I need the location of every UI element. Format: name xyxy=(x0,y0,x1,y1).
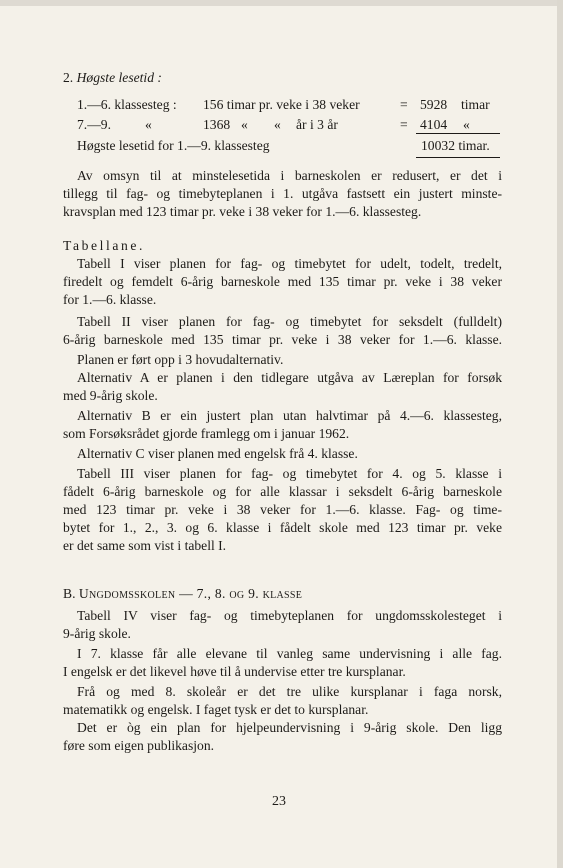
paragraph-planen: Planen er ført opp i 3 hovudalternativ. xyxy=(77,352,284,367)
section-title: Ungdomsskolen — 7., 8. og 9. klasse xyxy=(78,586,303,601)
equals-sign: = xyxy=(400,97,408,112)
section-title: Høgste lesetid : xyxy=(76,70,162,85)
text-line: med 123 timar pr. veke i 38 veker for 1.—6. klasse. Fag- og time- xyxy=(63,502,502,517)
sum-rule xyxy=(416,133,500,134)
row-description: år i 3 år xyxy=(296,117,338,132)
equals-sign: = xyxy=(400,117,408,132)
row-value: 4104 xyxy=(420,117,448,132)
text-line: Tabell II viser planen for fag- og timebytet for seksdelt (fulldelt) xyxy=(77,314,502,329)
text-line: føre som eigen publikasjon. xyxy=(63,738,215,753)
row-description: 156 timar pr. veke i 38 veker xyxy=(203,97,360,112)
text-line: for 1.—6. klasse. xyxy=(63,292,157,307)
text-line: matematikk og engelsk. I faget tysk er det to kursplanar. xyxy=(63,702,369,717)
text-line: 6-årig barneskole med 135 timar pr. veke i 38 veker for 1.—6. klasse. xyxy=(63,332,502,347)
scan-edge-right xyxy=(557,0,563,868)
text-line: Alternativ A er planen i den tidlegare utgåva av Læreplan for forsøk xyxy=(77,370,502,385)
scan-edge-top xyxy=(0,0,563,6)
total-value: 10032 timar. xyxy=(421,138,490,153)
row-unit: timar xyxy=(461,97,490,112)
row-value: 5928 xyxy=(420,97,448,112)
text-line: fådelt 6-årig barneskole og for alle klassar i seksdelt 6-årig barneskole xyxy=(63,484,502,499)
text-line: Tabell IV viser fag- og timebyteplanen for ungdomsskolesteget i xyxy=(77,608,502,623)
text-line: Det er òg ein plan for hjelpeundervisning i 9-årig skole. Den ligg xyxy=(77,720,502,735)
paragraph-alternativ-c: Alternativ C viser planen med engelsk frå 4. klasse. xyxy=(77,446,358,461)
ditto-mark: « xyxy=(241,117,248,132)
ditto-mark: « xyxy=(145,117,152,132)
ditto-mark: « xyxy=(463,117,470,132)
section-heading xyxy=(63,70,162,86)
section-letter: B. xyxy=(63,586,76,601)
text-line: er det same som vist i tabell I. xyxy=(63,538,227,553)
text-line: I 7. klasse får alle elevane til vanleg same undervisning i alle fag. xyxy=(77,646,502,661)
row-hours: 1368 xyxy=(203,117,231,132)
text-line: tillegg til fag- og timebyteplanen i 1. utgåva fastsett ein justert minste- xyxy=(63,186,502,201)
text-line: som Forsøksrådet gjorde framlegg om i januar 1962. xyxy=(63,426,350,441)
page-number: 23 xyxy=(272,794,286,809)
text-line: Frå og med 8. skoleår er det tre ulike kursplanar i faga norsk, xyxy=(77,684,502,699)
text-line: Av omsyn til at minstelesetida i barneskolen er redusert, er det i xyxy=(77,168,502,183)
text-line: med 9-årig skole. xyxy=(63,388,158,403)
row-label: 7.—9. xyxy=(77,117,111,132)
text-line: Alternativ B er ein justert plan utan halvtimar på 4.—6. klassesteg, xyxy=(77,408,502,423)
section-number: 2. xyxy=(63,70,74,85)
row-label: 1.—6. klassesteg : xyxy=(77,97,177,112)
tabellane-heading: Tabellane. xyxy=(63,238,146,253)
total-label: Høgste lesetid for 1.—9. klassesteg xyxy=(77,138,270,153)
text-line: 9-årig skole. xyxy=(63,626,131,641)
text-line: kravsplan med 123 timar pr. veke i 38 veker for 1.—6. klassesteg. xyxy=(63,204,422,219)
text-line: firedelt og femdelt 6-årig barneskole med 135 timar pr. veke i 38 veker xyxy=(63,274,502,289)
text-line: I engelsk er det likevel høve til å undervise etter tre kursplanar. xyxy=(63,664,406,679)
text-line: bytet for 1., 2., 3. og 6. klasse i fådelt skole med 123 timar pr. veke xyxy=(63,520,502,535)
ditto-mark: « xyxy=(274,117,281,132)
text-line: Tabell III viser planen for fag- og timebytet for 4. og 5. klasse i xyxy=(77,466,502,481)
total-underline xyxy=(416,157,500,158)
text-line: Tabell I viser planen for fag- og timebytet for udelt, todelt, tredelt, xyxy=(77,256,502,271)
section-b-heading xyxy=(63,586,302,602)
